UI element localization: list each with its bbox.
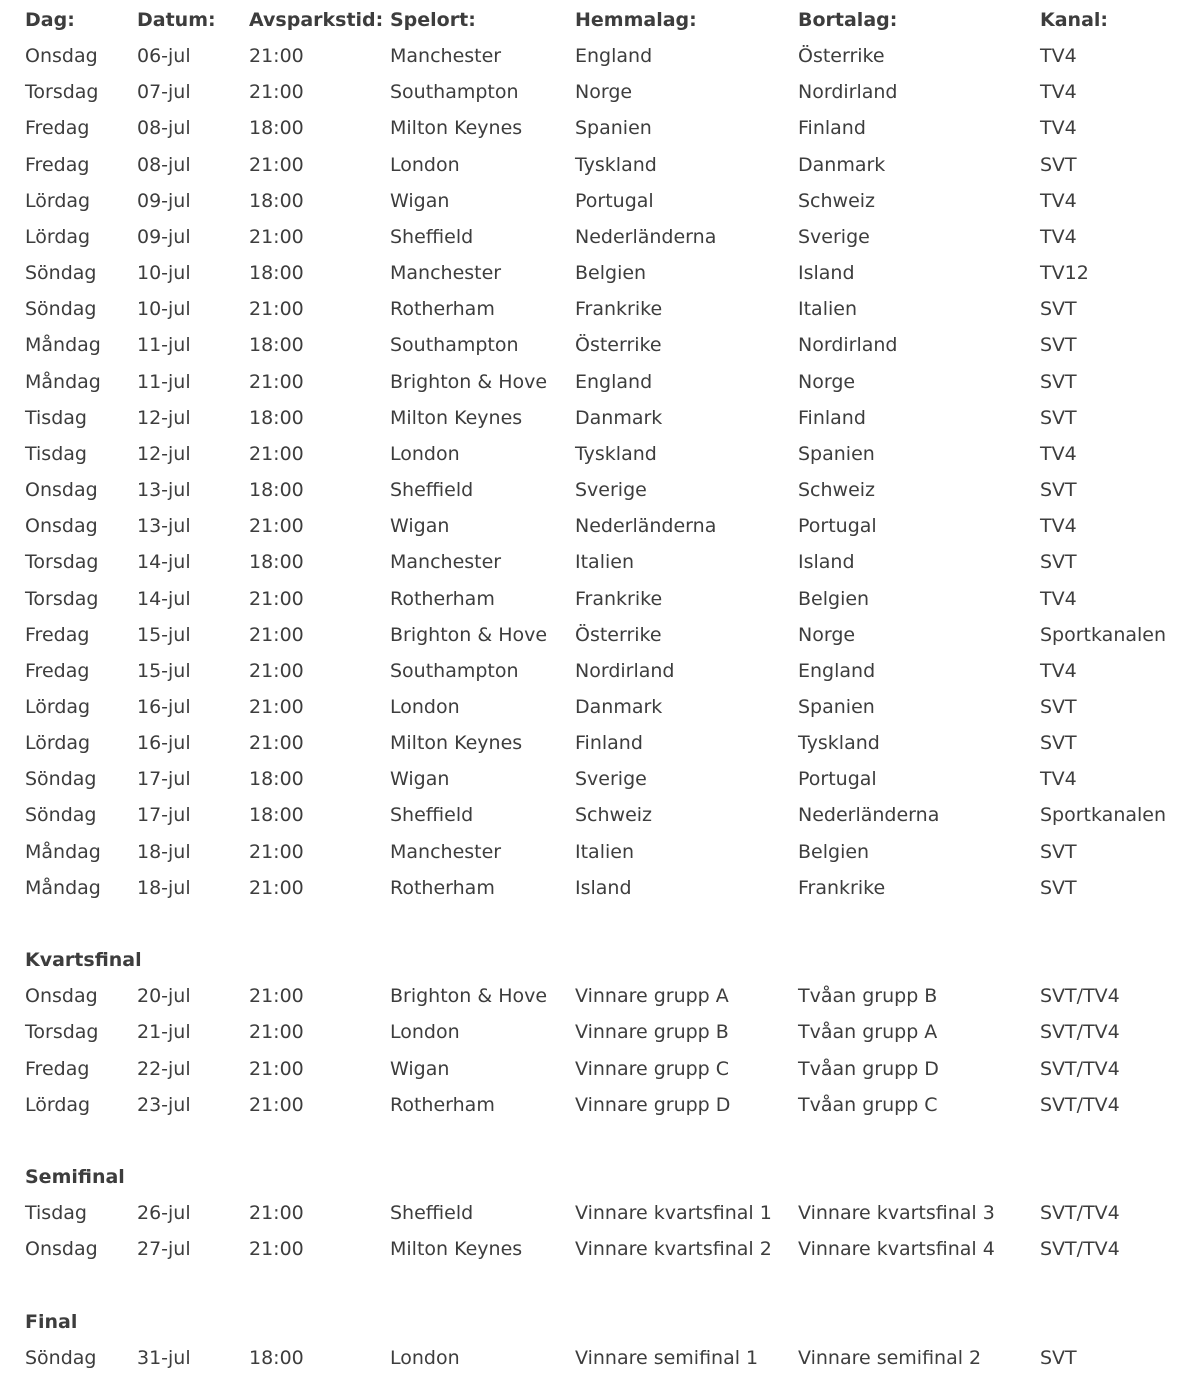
cell-date: 23-jul — [137, 1093, 191, 1116]
cell-day: Tisdag — [25, 406, 87, 429]
cell-venue: Brighton & Hove — [390, 985, 548, 1008]
cell-venue: Rotherham — [390, 298, 495, 321]
cell-day: Lördag — [25, 732, 91, 755]
cell-date: 27-jul — [137, 1238, 191, 1261]
cell-home-team: Frankrike — [575, 298, 663, 321]
cell-home-team: Vinnare kvartsfinal 1 — [575, 1202, 772, 1225]
cell-kickoff: 21:00 — [249, 876, 304, 899]
cell-date: 15-jul — [137, 623, 191, 646]
cell-away-team: Norge — [798, 370, 856, 393]
table-row — [25, 400, 1200, 436]
cell-date: 13-jul — [137, 479, 191, 502]
cell-date: 11-jul — [137, 334, 191, 357]
group-stage-rows — [25, 38, 1200, 906]
cell-day: Fredag — [25, 623, 90, 646]
cell-venue: Rotherham — [390, 1093, 495, 1116]
cell-venue: London — [390, 695, 460, 718]
cell-away-team: Vinnare semifinal 2 — [798, 1346, 982, 1369]
cell-venue: Manchester — [390, 262, 502, 285]
cell-kickoff: 21:00 — [249, 370, 304, 393]
cell-away-team: Vinnare kvartsfinal 4 — [798, 1238, 995, 1261]
table-header-row — [25, 2, 1200, 38]
cell-away-team: Island — [798, 262, 855, 285]
column-header-date: Datum: — [137, 9, 216, 31]
cell-channel: SVT/TV4 — [1040, 1238, 1120, 1261]
cell-home-team: Österrike — [575, 623, 662, 646]
section-title-kvartsfinal: Kvartsfinal — [25, 949, 142, 972]
cell-venue: London — [390, 153, 460, 176]
table-row — [25, 725, 1200, 761]
table-row — [25, 653, 1200, 689]
cell-home-team: Norge — [575, 81, 633, 104]
cell-away-team: Tvåan grupp C — [798, 1093, 938, 1116]
column-header-day: Dag: — [25, 9, 75, 31]
cell-venue: Sheffield — [390, 225, 474, 248]
cell-channel: SVT — [1040, 695, 1077, 718]
cell-date: 11-jul — [137, 370, 191, 393]
cell-channel: TV4 — [1040, 117, 1077, 140]
cell-away-team: Tvåan grupp D — [798, 1057, 939, 1080]
cell-away-team: Danmark — [798, 153, 886, 176]
section-final — [25, 1304, 1200, 1376]
column-header-home-team: Hemmalag: — [575, 9, 697, 31]
cell-venue: Brighton & Hove — [390, 623, 548, 646]
cell-channel: TV4 — [1040, 659, 1077, 682]
table-row — [25, 327, 1200, 363]
cell-date: 13-jul — [137, 515, 191, 538]
table-row — [25, 1051, 1200, 1087]
cell-date: 18-jul — [137, 840, 191, 863]
cell-day: Tisdag — [25, 1202, 87, 1225]
cell-away-team: Sverige — [798, 225, 870, 248]
cell-day: Torsdag — [25, 1021, 99, 1044]
cell-home-team: Vinnare grupp A — [575, 985, 729, 1008]
cell-day: Måndag — [25, 876, 101, 899]
cell-away-team: Finland — [798, 406, 866, 429]
table-row — [25, 761, 1200, 797]
table-row — [25, 364, 1200, 400]
cell-away-team: Portugal — [798, 768, 877, 791]
cell-venue: Rotherham — [390, 587, 495, 610]
cell-channel: SVT — [1040, 334, 1077, 357]
section-semifinal — [25, 1159, 1200, 1267]
cell-venue: Wigan — [390, 768, 450, 791]
cell-home-team: England — [575, 370, 653, 393]
cell-day: Fredag — [25, 1057, 90, 1080]
cell-kickoff: 21:00 — [249, 153, 304, 176]
cell-away-team: Norge — [798, 623, 856, 646]
cell-channel: SVT — [1040, 370, 1077, 393]
cell-venue: London — [390, 1346, 460, 1369]
table-row — [25, 38, 1200, 74]
cell-away-team: Vinnare kvartsfinal 3 — [798, 1202, 995, 1225]
cell-channel: TV4 — [1040, 45, 1077, 68]
cell-channel: TV4 — [1040, 81, 1077, 104]
cell-channel: TV4 — [1040, 189, 1077, 212]
cell-home-team: Vinnare grupp B — [575, 1021, 729, 1044]
cell-venue: London — [390, 442, 460, 465]
cell-date: 20-jul — [137, 985, 191, 1008]
cell-day: Söndag — [25, 1346, 97, 1369]
cell-home-team: Österrike — [575, 334, 662, 357]
table-row — [25, 1087, 1200, 1123]
table-row — [25, 581, 1200, 617]
cell-date: 16-jul — [137, 732, 191, 755]
cell-home-team: Tyskland — [575, 153, 657, 176]
cell-channel: TV12 — [1040, 262, 1089, 285]
cell-home-team: Danmark — [575, 406, 663, 429]
cell-kickoff: 21:00 — [249, 587, 304, 610]
cell-date: 21-jul — [137, 1021, 191, 1044]
cell-date: 31-jul — [137, 1346, 191, 1369]
cell-home-team: Vinnare kvartsfinal 2 — [575, 1238, 772, 1261]
cell-home-team: Schweiz — [575, 804, 653, 827]
table-row — [25, 291, 1200, 327]
cell-venue: Southampton — [390, 659, 519, 682]
cell-channel: SVT/TV4 — [1040, 1057, 1120, 1080]
cell-channel: SVT — [1040, 298, 1077, 321]
cell-kickoff: 21:00 — [249, 45, 304, 68]
cell-away-team: Belgien — [798, 840, 870, 863]
table-row — [25, 797, 1200, 833]
cell-away-team: England — [798, 659, 876, 682]
cell-day: Lördag — [25, 1093, 91, 1116]
cell-channel: SVT/TV4 — [1040, 985, 1120, 1008]
cell-kickoff: 18:00 — [249, 189, 304, 212]
cell-venue: Milton Keynes — [390, 406, 523, 429]
cell-home-team: Island — [575, 876, 632, 899]
column-header-away-team: Bortalag: — [798, 9, 898, 31]
table-row — [25, 436, 1200, 472]
cell-date: 12-jul — [137, 406, 191, 429]
cell-day: Söndag — [25, 262, 97, 285]
cell-date: 10-jul — [137, 262, 191, 285]
cell-venue: Milton Keynes — [390, 117, 523, 140]
cell-channel: SVT — [1040, 551, 1077, 574]
cell-home-team: Sverige — [575, 768, 647, 791]
cell-kickoff: 21:00 — [249, 442, 304, 465]
cell-kickoff: 21:00 — [249, 298, 304, 321]
cell-kickoff: 18:00 — [249, 334, 304, 357]
cell-date: 22-jul — [137, 1057, 191, 1080]
cell-venue: London — [390, 1021, 460, 1044]
cell-kickoff: 18:00 — [249, 804, 304, 827]
cell-away-team: Nordirland — [798, 334, 898, 357]
kvartsfinal-rows — [25, 978, 1200, 1123]
cell-date: 14-jul — [137, 551, 191, 574]
cell-channel: TV4 — [1040, 442, 1077, 465]
semifinal-rows — [25, 1195, 1200, 1267]
cell-channel: SVT — [1040, 406, 1077, 429]
cell-kickoff: 21:00 — [249, 515, 304, 538]
cell-kickoff: 21:00 — [249, 659, 304, 682]
cell-venue: Sheffield — [390, 479, 474, 502]
table-row — [25, 147, 1200, 183]
cell-channel: Sportkanalen — [1040, 623, 1167, 646]
cell-channel: SVT/TV4 — [1040, 1021, 1120, 1044]
cell-kickoff: 21:00 — [249, 1238, 304, 1261]
section-title-semifinal: Semifinal — [25, 1165, 125, 1188]
table-row — [25, 508, 1200, 544]
cell-day: Torsdag — [25, 81, 99, 104]
cell-venue: Southampton — [390, 81, 519, 104]
cell-away-team: Italien — [798, 298, 857, 321]
table-row — [25, 870, 1200, 906]
cell-date: 14-jul — [137, 587, 191, 610]
cell-home-team: Italien — [575, 840, 634, 863]
table-row — [25, 1340, 1200, 1376]
cell-home-team: Nederländerna — [575, 515, 717, 538]
table-row — [25, 110, 1200, 146]
cell-channel: SVT/TV4 — [1040, 1202, 1120, 1225]
cell-day: Fredag — [25, 153, 90, 176]
cell-day: Onsdag — [25, 985, 98, 1008]
cell-date: 15-jul — [137, 659, 191, 682]
cell-date: 09-jul — [137, 189, 191, 212]
cell-day: Måndag — [25, 370, 101, 393]
cell-home-team: Nordirland — [575, 659, 675, 682]
cell-kickoff: 18:00 — [249, 768, 304, 791]
cell-channel: SVT — [1040, 1346, 1077, 1369]
cell-kickoff: 18:00 — [249, 406, 304, 429]
cell-away-team: Tyskland — [798, 732, 880, 755]
cell-day: Onsdag — [25, 45, 98, 68]
table-row — [25, 183, 1200, 219]
cell-venue: Wigan — [390, 1057, 450, 1080]
cell-away-team: Belgien — [798, 587, 870, 610]
cell-kickoff: 21:00 — [249, 1202, 304, 1225]
cell-home-team: Portugal — [575, 189, 654, 212]
cell-date: 17-jul — [137, 768, 191, 791]
cell-kickoff: 21:00 — [249, 695, 304, 718]
cell-date: 07-jul — [137, 81, 191, 104]
cell-kickoff: 21:00 — [249, 81, 304, 104]
cell-kickoff: 21:00 — [249, 1093, 304, 1116]
column-header-venue: Spelort: — [390, 9, 476, 31]
cell-venue: Manchester — [390, 840, 502, 863]
cell-venue: Rotherham — [390, 876, 495, 899]
cell-venue: Southampton — [390, 334, 519, 357]
cell-kickoff: 21:00 — [249, 623, 304, 646]
cell-home-team: Vinnare grupp D — [575, 1093, 731, 1116]
cell-date: 08-jul — [137, 153, 191, 176]
table-row — [25, 1195, 1200, 1231]
table-row — [25, 617, 1200, 653]
cell-day: Torsdag — [25, 587, 99, 610]
cell-venue: Manchester — [390, 551, 502, 574]
cell-day: Måndag — [25, 840, 101, 863]
cell-kickoff: 18:00 — [249, 479, 304, 502]
cell-channel: SVT — [1040, 479, 1077, 502]
cell-date: 12-jul — [137, 442, 191, 465]
cell-venue: Milton Keynes — [390, 1238, 523, 1261]
cell-day: Onsdag — [25, 1238, 98, 1261]
table-row — [25, 834, 1200, 870]
cell-venue: Brighton & Hove — [390, 370, 548, 393]
cell-kickoff: 21:00 — [249, 732, 304, 755]
cell-channel: SVT/TV4 — [1040, 1093, 1120, 1116]
cell-channel: TV4 — [1040, 225, 1077, 248]
cell-venue: Milton Keynes — [390, 732, 523, 755]
table-row — [25, 74, 1200, 110]
cell-away-team: Spanien — [798, 695, 875, 718]
cell-kickoff: 18:00 — [249, 262, 304, 285]
cell-day: Fredag — [25, 659, 90, 682]
cell-venue: Wigan — [390, 189, 450, 212]
final-rows — [25, 1340, 1200, 1376]
cell-home-team: Belgien — [575, 262, 647, 285]
cell-kickoff: 18:00 — [249, 117, 304, 140]
cell-channel: TV4 — [1040, 768, 1077, 791]
table-row — [25, 219, 1200, 255]
cell-away-team: Spanien — [798, 442, 875, 465]
cell-home-team: Danmark — [575, 695, 663, 718]
cell-home-team: Vinnare semifinal 1 — [575, 1346, 759, 1369]
cell-channel: SVT — [1040, 840, 1077, 863]
cell-channel: SVT — [1040, 153, 1077, 176]
cell-date: 10-jul — [137, 298, 191, 321]
cell-kickoff: 21:00 — [249, 840, 304, 863]
section-kvartsfinal — [25, 942, 1200, 1123]
cell-date: 16-jul — [137, 695, 191, 718]
cell-home-team: Italien — [575, 551, 634, 574]
cell-home-team: Sverige — [575, 479, 647, 502]
cell-home-team: Spanien — [575, 117, 652, 140]
cell-day: Torsdag — [25, 551, 99, 574]
cell-away-team: Tvåan grupp A — [798, 1021, 938, 1044]
cell-kickoff: 18:00 — [249, 551, 304, 574]
cell-away-team: Portugal — [798, 515, 877, 538]
cell-channel: Sportkanalen — [1040, 804, 1167, 827]
cell-away-team: Finland — [798, 117, 866, 140]
cell-date: 26-jul — [137, 1202, 191, 1225]
column-header-channel: Kanal: — [1040, 9, 1109, 31]
cell-day: Lördag — [25, 695, 91, 718]
cell-kickoff: 21:00 — [249, 1021, 304, 1044]
table-row — [25, 544, 1200, 580]
cell-kickoff: 18:00 — [249, 1346, 304, 1369]
cell-away-team: Nederländerna — [798, 804, 940, 827]
cell-away-team: Tvåan grupp B — [798, 985, 938, 1008]
cell-venue: Wigan — [390, 515, 450, 538]
cell-day: Onsdag — [25, 479, 98, 502]
table-row — [25, 1231, 1200, 1267]
cell-channel: SVT — [1040, 732, 1077, 755]
cell-home-team: Nederländerna — [575, 225, 717, 248]
section-title-final: Final — [25, 1310, 78, 1333]
cell-day: Måndag — [25, 334, 101, 357]
cell-date: 08-jul — [137, 117, 191, 140]
cell-date: 18-jul — [137, 876, 191, 899]
cell-day: Tisdag — [25, 442, 87, 465]
cell-day: Söndag — [25, 768, 97, 791]
cell-home-team: Frankrike — [575, 587, 663, 610]
table-row — [25, 255, 1200, 291]
cell-home-team: Vinnare grupp C — [575, 1057, 730, 1080]
cell-home-team: England — [575, 45, 653, 68]
cell-away-team: Österrike — [798, 45, 885, 68]
cell-day: Onsdag — [25, 515, 98, 538]
cell-kickoff: 21:00 — [249, 225, 304, 248]
cell-day: Lördag — [25, 225, 91, 248]
cell-away-team: Frankrike — [798, 876, 886, 899]
cell-away-team: Schweiz — [798, 189, 876, 212]
cell-away-team: Schweiz — [798, 479, 876, 502]
cell-venue: Sheffield — [390, 804, 474, 827]
cell-kickoff: 21:00 — [249, 1057, 304, 1080]
table-row — [25, 1014, 1200, 1050]
table-row — [25, 689, 1200, 725]
cell-home-team: Finland — [575, 732, 643, 755]
cell-channel: TV4 — [1040, 587, 1077, 610]
cell-day: Fredag — [25, 117, 90, 140]
cell-away-team: Nordirland — [798, 81, 898, 104]
table-row — [25, 472, 1200, 508]
cell-date: 06-jul — [137, 45, 191, 68]
cell-day: Söndag — [25, 298, 97, 321]
cell-home-team: Tyskland — [575, 442, 657, 465]
cell-date: 17-jul — [137, 804, 191, 827]
cell-channel: TV4 — [1040, 515, 1077, 538]
column-header-kickoff: Avsparkstid: — [249, 9, 384, 31]
cell-away-team: Island — [798, 551, 855, 574]
cell-day: Lördag — [25, 189, 91, 212]
cell-day: Söndag — [25, 804, 97, 827]
cell-date: 09-jul — [137, 225, 191, 248]
cell-kickoff: 21:00 — [249, 985, 304, 1008]
cell-venue: Manchester — [390, 45, 502, 68]
cell-venue: Sheffield — [390, 1202, 474, 1225]
cell-channel: SVT — [1040, 876, 1077, 899]
table-row — [25, 978, 1200, 1014]
